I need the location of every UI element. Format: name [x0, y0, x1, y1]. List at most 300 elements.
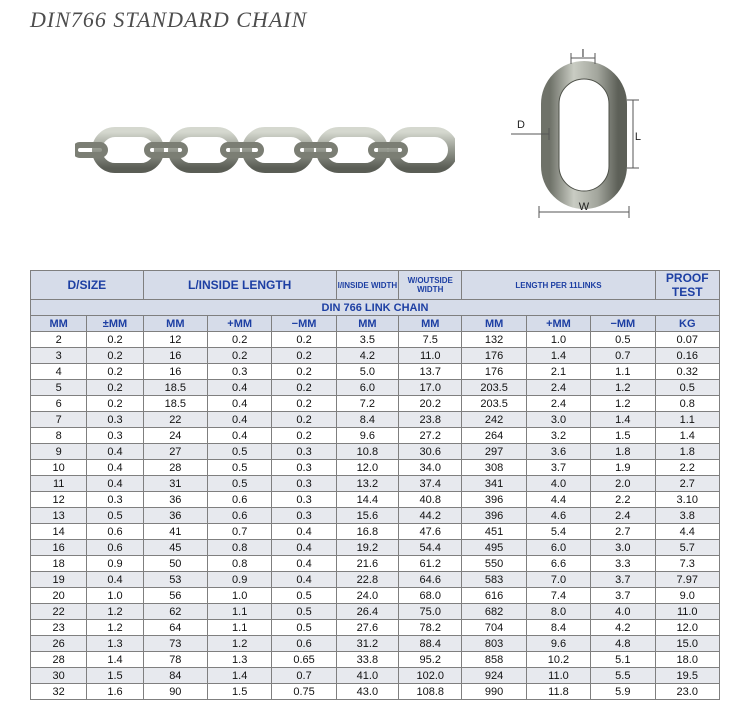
table-cell: 73 — [143, 636, 207, 652]
table-cell: 11.0 — [526, 668, 590, 684]
table-cell: 3.5 — [336, 332, 398, 348]
table-row — [31, 572, 720, 588]
table-row — [31, 684, 720, 700]
table-cell: 0.3 — [272, 476, 336, 492]
table-cell: 8.4 — [526, 620, 590, 636]
table-cell: 56 — [143, 588, 207, 604]
table-cell: 1.5 — [87, 668, 143, 684]
table-cell: 1.9 — [591, 460, 655, 476]
table-cell: 12 — [31, 492, 87, 508]
table-cell: 7.2 — [336, 396, 398, 412]
table-cell: 33.8 — [336, 652, 398, 668]
table-cell: 53 — [143, 572, 207, 588]
table-cell: 17.0 — [399, 380, 462, 396]
table-cell: 2.4 — [526, 396, 590, 412]
table-cell: 4.0 — [526, 476, 590, 492]
table-row — [31, 476, 720, 492]
table-cell: 0.6 — [87, 540, 143, 556]
table-cell: 28 — [143, 460, 207, 476]
table-cell: 34.0 — [399, 460, 462, 476]
table-cell: 16 — [31, 540, 87, 556]
table-cell: 682 — [462, 604, 526, 620]
table-cell: 7.5 — [399, 332, 462, 348]
table-cell: 0.8 — [655, 396, 719, 412]
table-cell: 13 — [31, 508, 87, 524]
table-cell: 24.0 — [336, 588, 398, 604]
table-cell: 0.6 — [208, 508, 272, 524]
table-cell: 1.4 — [526, 348, 590, 364]
table-cell: 1.6 — [87, 684, 143, 700]
table-cell: 1.4 — [655, 428, 719, 444]
table-row — [31, 412, 720, 428]
table-cell: 36 — [143, 508, 207, 524]
table-row — [31, 556, 720, 572]
dim-label-inside-width: l — [581, 48, 585, 60]
table-cell: 0.4 — [272, 540, 336, 556]
table-cell: 2.2 — [655, 460, 719, 476]
table-cell: 0.32 — [655, 364, 719, 380]
table-cell: 2.4 — [526, 380, 590, 396]
table-cell: 4.4 — [655, 524, 719, 540]
table-cell: 20 — [31, 588, 87, 604]
table-cell: 1.1 — [591, 364, 655, 380]
table-cell: 23.0 — [655, 684, 719, 700]
table-cell: 858 — [462, 652, 526, 668]
table-cell: 0.2 — [87, 348, 143, 364]
table-cell: 6.0 — [336, 380, 398, 396]
table-cell: 3.3 — [591, 556, 655, 572]
table-cell: 0.5 — [208, 444, 272, 460]
group-header-size: D/SIZE — [31, 271, 144, 300]
table-cell: 28 — [31, 652, 87, 668]
table-cell: 0.2 — [272, 380, 336, 396]
table-cell: 14.4 — [336, 492, 398, 508]
table-cell: 8.4 — [336, 412, 398, 428]
table-cell: 5.9 — [591, 684, 655, 700]
table-cell: 176 — [462, 364, 526, 380]
table-cell: 1.5 — [591, 428, 655, 444]
table-cell: 13.2 — [336, 476, 398, 492]
table-cell: 1.2 — [87, 604, 143, 620]
table-cell: 2.0 — [591, 476, 655, 492]
table-cell: 2.7 — [591, 524, 655, 540]
table-cell: 75.0 — [399, 604, 462, 620]
table-cell: 7 — [31, 412, 87, 428]
table-cell: 9 — [31, 444, 87, 460]
table-cell: 24 — [143, 428, 207, 444]
table-cell: 3.7 — [591, 588, 655, 604]
table-cell: 19.5 — [655, 668, 719, 684]
table-row — [31, 636, 720, 652]
table-cell: 10 — [31, 460, 87, 476]
table-cell: 0.2 — [272, 348, 336, 364]
table-cell: 3.6 — [526, 444, 590, 460]
table-cell: 3.8 — [655, 508, 719, 524]
table-cell: 1.1 — [208, 620, 272, 636]
table-cell: 990 — [462, 684, 526, 700]
table-cell: 64.6 — [399, 572, 462, 588]
unit-header: MM — [31, 316, 87, 332]
unit-header: −MM — [272, 316, 336, 332]
table-cell: 8.0 — [526, 604, 590, 620]
table-cell: 0.5 — [655, 380, 719, 396]
table-cell: 3.0 — [591, 540, 655, 556]
table-row — [31, 668, 720, 684]
table-cell: 4.6 — [526, 508, 590, 524]
table-cell: 2.4 — [591, 508, 655, 524]
chain-spec-table — [30, 270, 720, 700]
table-cell: 6.0 — [526, 540, 590, 556]
table-cell: 0.3 — [272, 460, 336, 476]
table-cell: 20.2 — [399, 396, 462, 412]
table-cell: 0.3 — [272, 492, 336, 508]
table-cell: 616 — [462, 588, 526, 604]
table-cell: 11 — [31, 476, 87, 492]
table-cell: 1.5 — [208, 684, 272, 700]
table-cell: 0.5 — [208, 476, 272, 492]
table-cell: 6 — [31, 396, 87, 412]
table-cell: 341 — [462, 476, 526, 492]
page-title: DIN766 STANDARD CHAIN — [30, 7, 308, 32]
table-cell: 16.8 — [336, 524, 398, 540]
table-cell: 0.5 — [272, 620, 336, 636]
table-cell: 15.0 — [655, 636, 719, 652]
table-cell: 396 — [462, 492, 526, 508]
table-cell: 18.5 — [143, 380, 207, 396]
table-cell: 78 — [143, 652, 207, 668]
table-cell: 132 — [462, 332, 526, 348]
table-cell: 18.0 — [655, 652, 719, 668]
table-cell: 0.5 — [208, 460, 272, 476]
dim-label-outside-width: W — [578, 201, 590, 213]
table-cell: 22.8 — [336, 572, 398, 588]
table-cell: 2 — [31, 332, 87, 348]
unit-header: ±MM — [87, 316, 143, 332]
table-cell: 19.2 — [336, 540, 398, 556]
table-cell: 12 — [143, 332, 207, 348]
table-cell: 16 — [143, 364, 207, 380]
table-cell: 27 — [143, 444, 207, 460]
table-cell: 102.0 — [399, 668, 462, 684]
table-cell: 0.3 — [272, 444, 336, 460]
table-row — [31, 364, 720, 380]
table-cell: 0.2 — [87, 364, 143, 380]
table-cell: 0.2 — [87, 332, 143, 348]
table-row — [31, 332, 720, 348]
table-cell: 7.4 — [526, 588, 590, 604]
table-cell: 27.6 — [336, 620, 398, 636]
unit-header: MM — [143, 316, 207, 332]
table-cell: 3 — [31, 348, 87, 364]
dim-label-diameter: D — [517, 119, 525, 131]
table-cell: 7.97 — [655, 572, 719, 588]
unit-header: MM — [462, 316, 526, 332]
table-cell: 68.0 — [399, 588, 462, 604]
table-cell: 44.2 — [399, 508, 462, 524]
group-header-length-per-11-links: LENGTH PER 11LINKS — [462, 271, 655, 300]
table-cell: 36 — [143, 492, 207, 508]
table-cell: 1.8 — [591, 444, 655, 460]
table-cell: 0.3 — [272, 508, 336, 524]
link-dimension-diagram — [505, 48, 645, 223]
table-cell: 242 — [462, 412, 526, 428]
table-cell: 2.7 — [655, 476, 719, 492]
table-cell: 108.8 — [399, 684, 462, 700]
table-cell: 30 — [31, 668, 87, 684]
table-row — [31, 396, 720, 412]
table-cell: 0.6 — [208, 492, 272, 508]
table-row — [31, 492, 720, 508]
table-cell: 0.4 — [87, 572, 143, 588]
table-cell: 6.6 — [526, 556, 590, 572]
table-cell: 47.6 — [399, 524, 462, 540]
subheader-din766: DIN 766 LINK CHAIN — [31, 300, 720, 316]
table-cell: 0.75 — [272, 684, 336, 700]
table-cell: 61.2 — [399, 556, 462, 572]
table-cell: 7.0 — [526, 572, 590, 588]
table-cell: 0.7 — [591, 348, 655, 364]
table-cell: 4.8 — [591, 636, 655, 652]
table-cell: 5.4 — [526, 524, 590, 540]
table-cell: 0.6 — [87, 524, 143, 540]
table-cell: 41 — [143, 524, 207, 540]
table-cell: 50 — [143, 556, 207, 572]
table-cell: 924 — [462, 668, 526, 684]
table-cell: 264 — [462, 428, 526, 444]
table-cell: 11.0 — [655, 604, 719, 620]
table-cell: 22 — [31, 604, 87, 620]
table-cell: 1.4 — [208, 668, 272, 684]
table-cell: 41.0 — [336, 668, 398, 684]
table-cell: 5.5 — [591, 668, 655, 684]
table-cell: 308 — [462, 460, 526, 476]
table-cell: 3.10 — [655, 492, 719, 508]
group-header-proof-test: PROOF TEST — [655, 271, 719, 300]
table-cell: 0.4 — [208, 428, 272, 444]
table-cell: 22 — [143, 412, 207, 428]
table-cell: 9.6 — [526, 636, 590, 652]
unit-header: KG — [655, 316, 719, 332]
table-cell: 18 — [31, 556, 87, 572]
table-cell: 0.3 — [87, 428, 143, 444]
table-cell: 45 — [143, 540, 207, 556]
table-cell: 43.0 — [336, 684, 398, 700]
group-header-inside-width: l/INSIDE WIDTH — [336, 271, 398, 300]
table-cell: 5.0 — [336, 364, 398, 380]
table-cell: 3.7 — [526, 460, 590, 476]
table-cell: 11.0 — [399, 348, 462, 364]
table-row — [31, 620, 720, 636]
table-cell: 64 — [143, 620, 207, 636]
table-cell: 18.5 — [143, 396, 207, 412]
table-cell: 0.9 — [87, 556, 143, 572]
unit-header: −MM — [591, 316, 655, 332]
table-cell: 1.1 — [208, 604, 272, 620]
table-cell: 4.2 — [336, 348, 398, 364]
table-row — [31, 508, 720, 524]
table-cell: 23 — [31, 620, 87, 636]
group-header-inside-length: L/INSIDE LENGTH — [143, 271, 336, 300]
table-cell: 0.4 — [272, 572, 336, 588]
unit-header: +MM — [526, 316, 590, 332]
table-cell: 5.7 — [655, 540, 719, 556]
table-cell: 3.7 — [591, 572, 655, 588]
table-cell: 0.3 — [208, 364, 272, 380]
table-cell: 1.4 — [591, 412, 655, 428]
table-cell: 203.5 — [462, 380, 526, 396]
table-cell: 0.4 — [208, 380, 272, 396]
table-cell: 0.9 — [208, 572, 272, 588]
table-cell: 40.8 — [399, 492, 462, 508]
table-row — [31, 524, 720, 540]
table-cell: 0.16 — [655, 348, 719, 364]
table-cell: 62 — [143, 604, 207, 620]
table-cell: 203.5 — [462, 396, 526, 412]
table-row — [31, 428, 720, 444]
table-cell: 0.5 — [87, 508, 143, 524]
table-cell: 78.2 — [399, 620, 462, 636]
table-cell: 1.2 — [591, 380, 655, 396]
table-cell: 9.6 — [336, 428, 398, 444]
table-row — [31, 604, 720, 620]
table-row — [31, 380, 720, 396]
table-cell: 1.2 — [87, 620, 143, 636]
table-cell: 3.2 — [526, 428, 590, 444]
table-cell: 0.5 — [272, 588, 336, 604]
table-cell: 23.8 — [399, 412, 462, 428]
table-cell: 1.3 — [87, 636, 143, 652]
table-cell: 88.4 — [399, 636, 462, 652]
table-cell: 3.0 — [526, 412, 590, 428]
table-cell: 0.4 — [87, 444, 143, 460]
table-cell: 4.4 — [526, 492, 590, 508]
table-cell: 26 — [31, 636, 87, 652]
chain-photo — [75, 118, 455, 188]
table-cell: 2.1 — [526, 364, 590, 380]
unit-header: MM — [336, 316, 398, 332]
table-cell: 9.0 — [655, 588, 719, 604]
table-cell: 1.2 — [208, 636, 272, 652]
table-cell: 15.6 — [336, 508, 398, 524]
table-cell: 5 — [31, 380, 87, 396]
table-cell: 84 — [143, 668, 207, 684]
table-row — [31, 444, 720, 460]
table-cell: 31 — [143, 476, 207, 492]
table-row — [31, 652, 720, 668]
table-cell: 0.2 — [208, 348, 272, 364]
table-cell: 27.2 — [399, 428, 462, 444]
table-cell: 1.3 — [208, 652, 272, 668]
table-cell: 0.2 — [272, 396, 336, 412]
table-cell: 396 — [462, 508, 526, 524]
table-cell: 1.0 — [208, 588, 272, 604]
table-cell: 0.4 — [208, 412, 272, 428]
table-cell: 37.4 — [399, 476, 462, 492]
table-cell: 0.5 — [591, 332, 655, 348]
table-cell: 16 — [143, 348, 207, 364]
unit-header: +MM — [208, 316, 272, 332]
table-cell: 0.4 — [87, 460, 143, 476]
table-cell: 30.6 — [399, 444, 462, 460]
table-cell: 0.4 — [87, 476, 143, 492]
table-cell: 21.6 — [336, 556, 398, 572]
dim-label-inside-length: L — [634, 131, 641, 143]
table-cell: 26.4 — [336, 604, 398, 620]
table-cell: 0.6 — [272, 636, 336, 652]
table-cell: 0.2 — [272, 412, 336, 428]
table-cell: 54.4 — [399, 540, 462, 556]
table-cell: 5.1 — [591, 652, 655, 668]
table-cell: 0.2 — [208, 332, 272, 348]
table-cell: 19 — [31, 572, 87, 588]
table-cell: 0.8 — [208, 540, 272, 556]
table-cell: 803 — [462, 636, 526, 652]
table-cell: 0.2 — [272, 428, 336, 444]
table-cell: 12.0 — [655, 620, 719, 636]
unit-header: MM — [399, 316, 462, 332]
table-cell: 0.7 — [272, 668, 336, 684]
table-cell: 12.0 — [336, 460, 398, 476]
table-cell: 31.2 — [336, 636, 398, 652]
table-cell: 0.2 — [272, 364, 336, 380]
table-cell: 0.4 — [272, 524, 336, 540]
table-cell: 10.8 — [336, 444, 398, 460]
table-cell: 550 — [462, 556, 526, 572]
table-cell: 0.4 — [208, 396, 272, 412]
table-cell: 0.2 — [87, 396, 143, 412]
table-cell: 0.65 — [272, 652, 336, 668]
table-row — [31, 460, 720, 476]
table-row — [31, 588, 720, 604]
table-cell: 1.0 — [526, 332, 590, 348]
table-cell: 0.3 — [87, 412, 143, 428]
table-cell: 10.2 — [526, 652, 590, 668]
table-cell: 4.0 — [591, 604, 655, 620]
table-cell: 95.2 — [399, 652, 462, 668]
table-cell: 4 — [31, 364, 87, 380]
table-cell: 32 — [31, 684, 87, 700]
table-cell: 1.1 — [655, 412, 719, 428]
table-cell: 11.8 — [526, 684, 590, 700]
table-cell: 0.2 — [272, 332, 336, 348]
table-cell: 176 — [462, 348, 526, 364]
table-cell: 1.2 — [591, 396, 655, 412]
table-cell: 8 — [31, 428, 87, 444]
table-cell: 14 — [31, 524, 87, 540]
table-cell: 90 — [143, 684, 207, 700]
table-cell: 0.3 — [87, 492, 143, 508]
table-cell: 1.0 — [87, 588, 143, 604]
table-cell: 704 — [462, 620, 526, 636]
table-cell: 0.2 — [87, 380, 143, 396]
table-cell: 7.3 — [655, 556, 719, 572]
table-cell: 583 — [462, 572, 526, 588]
table-cell: 0.7 — [208, 524, 272, 540]
table-cell: 0.8 — [208, 556, 272, 572]
group-header-outside-width: W/OUTSIDE WIDTH — [399, 271, 462, 300]
table-cell: 495 — [462, 540, 526, 556]
table-cell: 1.8 — [655, 444, 719, 460]
table-row — [31, 348, 720, 364]
table-cell: 0.4 — [272, 556, 336, 572]
table-cell: 13.7 — [399, 364, 462, 380]
table-cell: 451 — [462, 524, 526, 540]
table-cell: 0.5 — [272, 604, 336, 620]
table-cell: 1.4 — [87, 652, 143, 668]
table-cell: 2.2 — [591, 492, 655, 508]
table-cell: 4.2 — [591, 620, 655, 636]
table-cell: 297 — [462, 444, 526, 460]
